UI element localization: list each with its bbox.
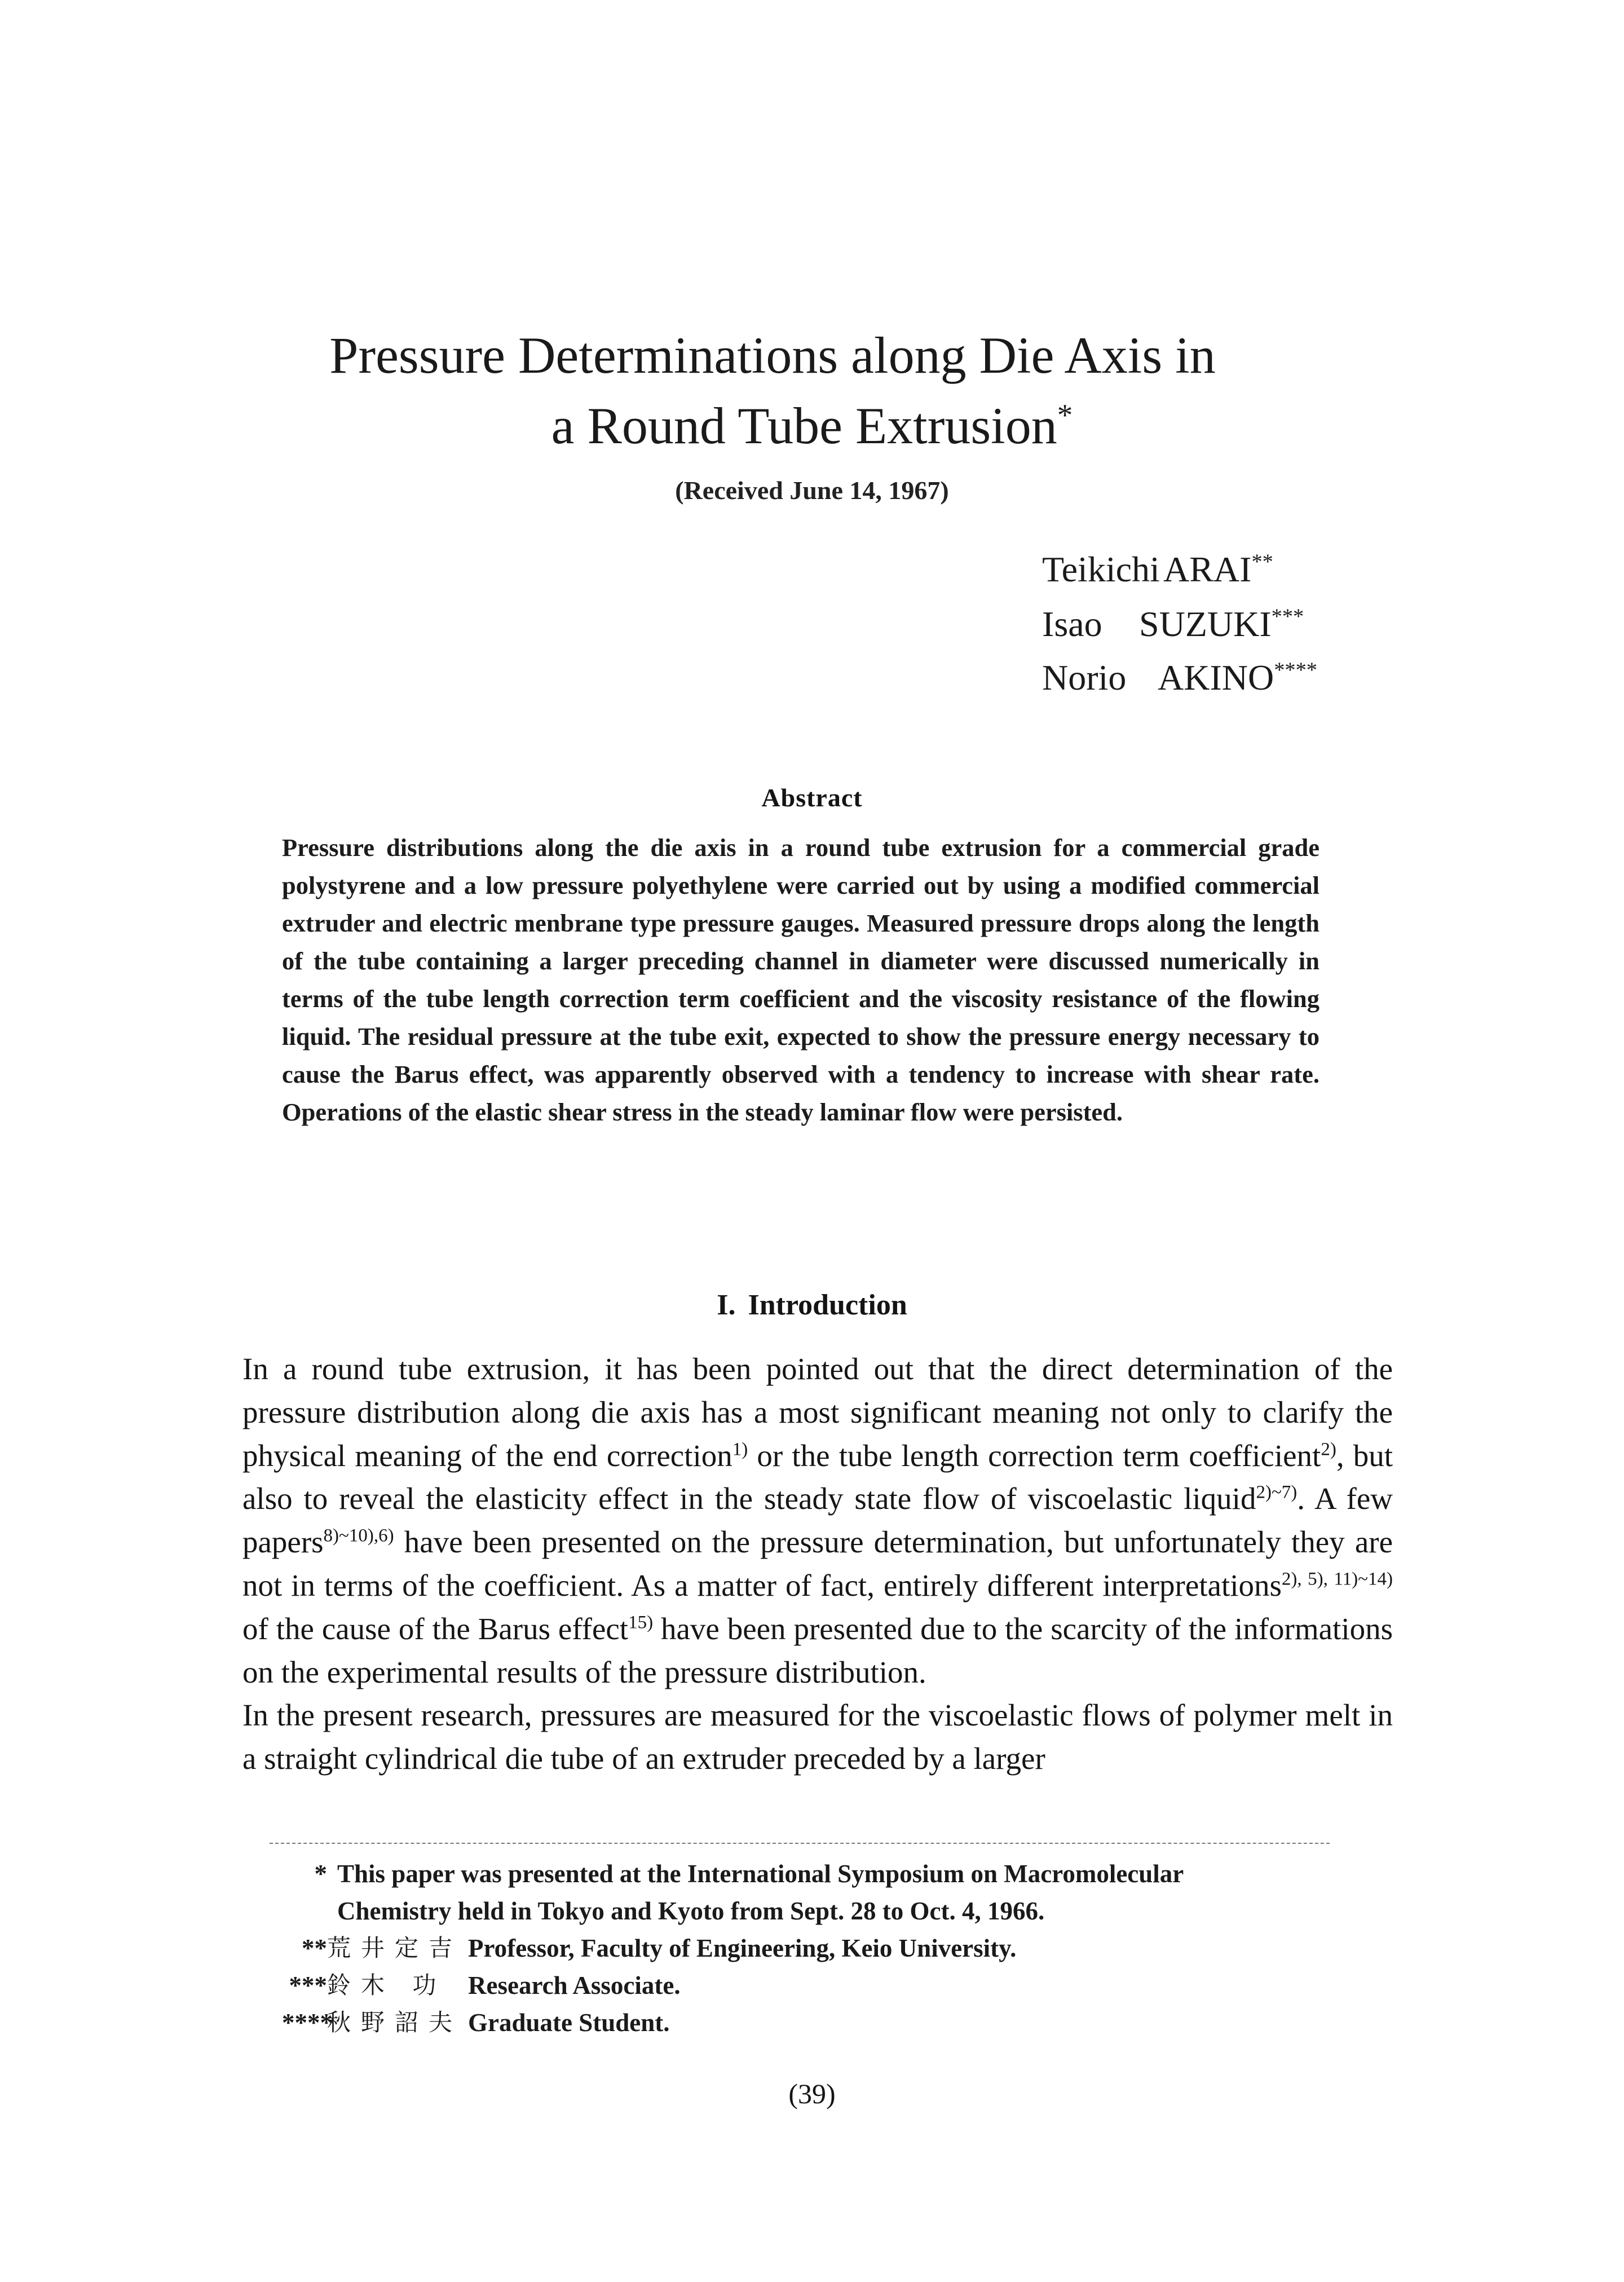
footnote-text: Chemistry held in Tokyo and Kyoto from Sept. 28 to Oct. 4, 1966.	[337, 1897, 1045, 1925]
author-footnote-mark: ***	[1271, 604, 1304, 629]
footnote-mark: ***	[289, 1971, 327, 1999]
introduction-body	[242, 1348, 1393, 1781]
paper-title-line-2: a Round Tube Extrusion*	[551, 397, 1073, 454]
footnote-text: Graduate Student.	[468, 2009, 670, 2037]
citation: 2), 5), 11)~14)	[1281, 1569, 1393, 1590]
received-date: (Received June 14, 1967)	[675, 476, 949, 505]
footnote-mark: *	[314, 1860, 327, 1888]
footnote-text: This paper was presented at the International Symposium on Macromolecular	[337, 1860, 1184, 1888]
footnote-divider	[270, 1843, 1330, 1844]
citation: 15)	[628, 1612, 654, 1633]
footnote-item	[282, 2004, 1353, 2041]
footnote-item	[282, 1930, 1353, 1967]
citation: 8)~10),6)	[323, 1525, 394, 1546]
author-2	[1042, 599, 1304, 650]
section-heading-introduction	[0, 1286, 1624, 1325]
section-title: Introduction	[748, 1289, 907, 1321]
footnote-item	[282, 1967, 1353, 2004]
footnote-mark: **	[302, 1934, 327, 1962]
footnote-item	[282, 1892, 1353, 1930]
footnote-item	[282, 1855, 1353, 1892]
author-3	[1042, 652, 1317, 703]
footnote-text: Research Associate.	[468, 1971, 681, 1999]
author-given-name: Teikichi	[1042, 549, 1160, 589]
citation: 2)	[1321, 1439, 1336, 1460]
footnote-japanese-name: 秋野詔夫	[327, 2009, 463, 2036]
title-footnote-mark: *	[1057, 398, 1073, 432]
footnote-japanese-name: 荒井定吉	[327, 1934, 463, 1962]
author-family-name: AKINO	[1158, 657, 1274, 698]
footnotes	[282, 1855, 1353, 2041]
citation: 1)	[732, 1439, 748, 1460]
citation: 2)~7)	[1256, 1482, 1298, 1503]
section-number: I.	[717, 1289, 736, 1321]
paper-title-line-1: Pressure Determinations along Die Axis in	[329, 326, 1216, 384]
author-footnote-mark: **	[1251, 550, 1273, 574]
author-given-name: Norio	[1042, 657, 1127, 698]
abstract-text: Pressure distributions along the die axis in a round tube extrusion for a commercial grade polystyrene and a low pressure polyethylene were carried out by using a modified commercial extruder and electric menbrane type pressure gauges. Measured pressure drops along the length of the tube containing a larger preceding channel in diameter were discussed numerically in terms of the tube length correction term coefficient and the viscosity resistance of the flowing liquid. The residual pressure at the tube exit, expected to show the pressure energy necessary to cause the Barus effect, was apparently observed with a tendency to increase with shear rate. Operations of the elastic shear stress in the steady laminar flow were persisted.	[282, 833, 1320, 1126]
abstract-heading: Abstract	[761, 783, 863, 812]
introduction-paragraph-2: In the present research, pressures are measured for the viscoelastic flows of polymer melt in a straight cylindrical die tube of an extruder preceded by a larger	[242, 1698, 1393, 1776]
footnote-mark: ****	[282, 2009, 333, 2037]
footnote-japanese-name: 鈴木 功	[327, 1971, 447, 1999]
author-family-name: ARAI	[1163, 549, 1252, 589]
footnote-text: Professor, Faculty of Engineering, Keio University.	[468, 1934, 1017, 1962]
author-family-name: SUZUKI	[1139, 604, 1272, 644]
author-footnote-mark: ****	[1274, 658, 1317, 682]
author-given-name: Isao	[1042, 604, 1102, 644]
introduction-paragraph-1: In a round tube extrusion, it has been pointed out that the direct determination of the pressure distribution along die axis has a most significant meaning not only to clarify the physical meaning of the end correction$^{1)}$ or the tube length correction term coefficient$^{2)}$, but also to reveal the elasticity effect in the steady state flow of viscoelastic liquid$^{2)\sim 7)}$. A few papers$^{8)\sim 10),6)}$ have been presented on the pressure determination, but unfortunately they are not in terms of the coefficient. As a matter of fact, entirely different interpretations$^{2), 5), 11)\sim 14)}$ of the cause of the Barus effect$^{15)}$ have been presented due to the scarcity of the informations on the experimental results of the pressure distribution.	[242, 1352, 1393, 1689]
page-number: (39)	[788, 2078, 836, 2109]
author-1	[1042, 544, 1273, 595]
